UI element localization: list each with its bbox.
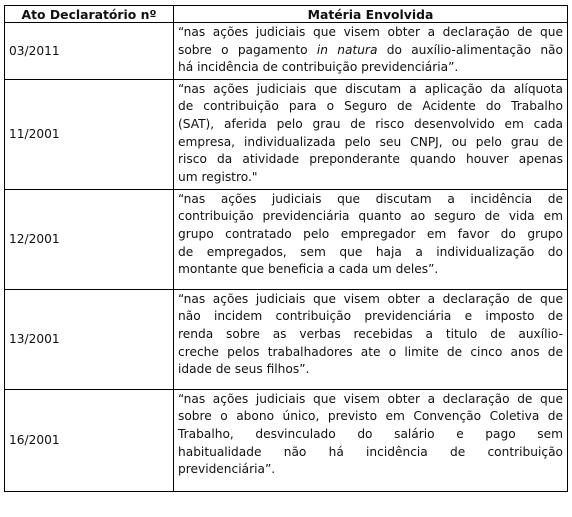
act-number-cell: 13/2001 xyxy=(5,289,174,389)
matter-text-line: creche pelos trabalhadores ate o limite de cinco anos de xyxy=(178,344,563,359)
matter-cell xyxy=(174,289,568,389)
matter-text-line: habitualidade não há incidência de contribuição xyxy=(178,444,563,459)
act-number-cell: 03/2011 xyxy=(5,23,174,80)
matter-cell xyxy=(174,23,568,80)
table-row xyxy=(5,23,568,80)
act-number-cell: 12/2001 xyxy=(5,189,174,289)
matter-text-line: sobre o pagamento in natura do auxílio-alimentação não xyxy=(178,42,563,57)
matter-text-line: Trabalho, desvinculado do salário e pago sem xyxy=(178,426,563,441)
matter-cell xyxy=(174,189,568,289)
matter-cell xyxy=(174,79,568,189)
italic-term: in natura xyxy=(316,42,378,57)
matter-text-line: empresa, individualizada pelo seu CNPJ, ou pelo grau de xyxy=(178,134,563,149)
matter-text-line: de contribuição para o Seguro de Acidente do Trabalho xyxy=(178,99,563,114)
act-number-cell: 16/2001 xyxy=(5,389,174,491)
header-ato-declaratorio: Ato Declaratório nº xyxy=(5,6,174,23)
table-row xyxy=(5,289,568,389)
matter-cell xyxy=(174,389,568,491)
table-row xyxy=(5,389,568,491)
matter-text-line: (SAT), aferida pelo grau de risco desenvolvido em cada xyxy=(178,116,563,131)
matter-text-line: montante que beneficia a cada um deles”. xyxy=(178,262,439,277)
table-header-row xyxy=(5,6,568,23)
table-row xyxy=(5,189,568,289)
matter-text-line: risco da atividade preponderante quando houver apenas xyxy=(178,152,563,167)
matter-text-line: sobre o abono único, previsto em Convenção Coletiva de xyxy=(178,409,563,424)
act-number-cell: 11/2001 xyxy=(5,79,174,189)
matter-text-line: “nas ações judiciais que visem obter a declaração de que xyxy=(178,25,563,39)
table-row xyxy=(5,79,568,189)
declaratory-acts-table xyxy=(4,5,568,492)
matter-text-line: “nas ações judiciais que discutam a incidência de xyxy=(178,191,563,206)
header-materia-envolvida: Matéria Envolvida xyxy=(174,6,568,23)
matter-text-line: de empregados, sem que haja a individualização do xyxy=(178,244,563,259)
matter-text-line: renda sobre as verbas recebidas a titulo de auxílio- xyxy=(178,326,563,341)
matter-text-line: há incidência de contribuição previdenciária”. xyxy=(178,60,459,75)
matter-text-line: “nas ações judiciais que visem obter a declaração de que xyxy=(178,291,563,306)
matter-text-line: contribuição previdenciária quanto ao seguro de vida em xyxy=(178,209,563,224)
matter-text-line: previdenciária”. xyxy=(178,462,276,477)
matter-text-line: idade de seus filhos”. xyxy=(178,362,310,377)
matter-text-line: um registro." xyxy=(178,169,258,184)
matter-text-line: “nas ações judiciais que discutam a aplicação da alíquota xyxy=(178,81,563,96)
matter-text-line: não incidem contribuição previdenciária e imposto de xyxy=(178,309,563,324)
matter-text-line: grupo contratado pelo empregador em favor do grupo xyxy=(178,226,563,241)
matter-text-line: “nas ações judiciais que visem obter a declaração de que xyxy=(178,391,563,406)
